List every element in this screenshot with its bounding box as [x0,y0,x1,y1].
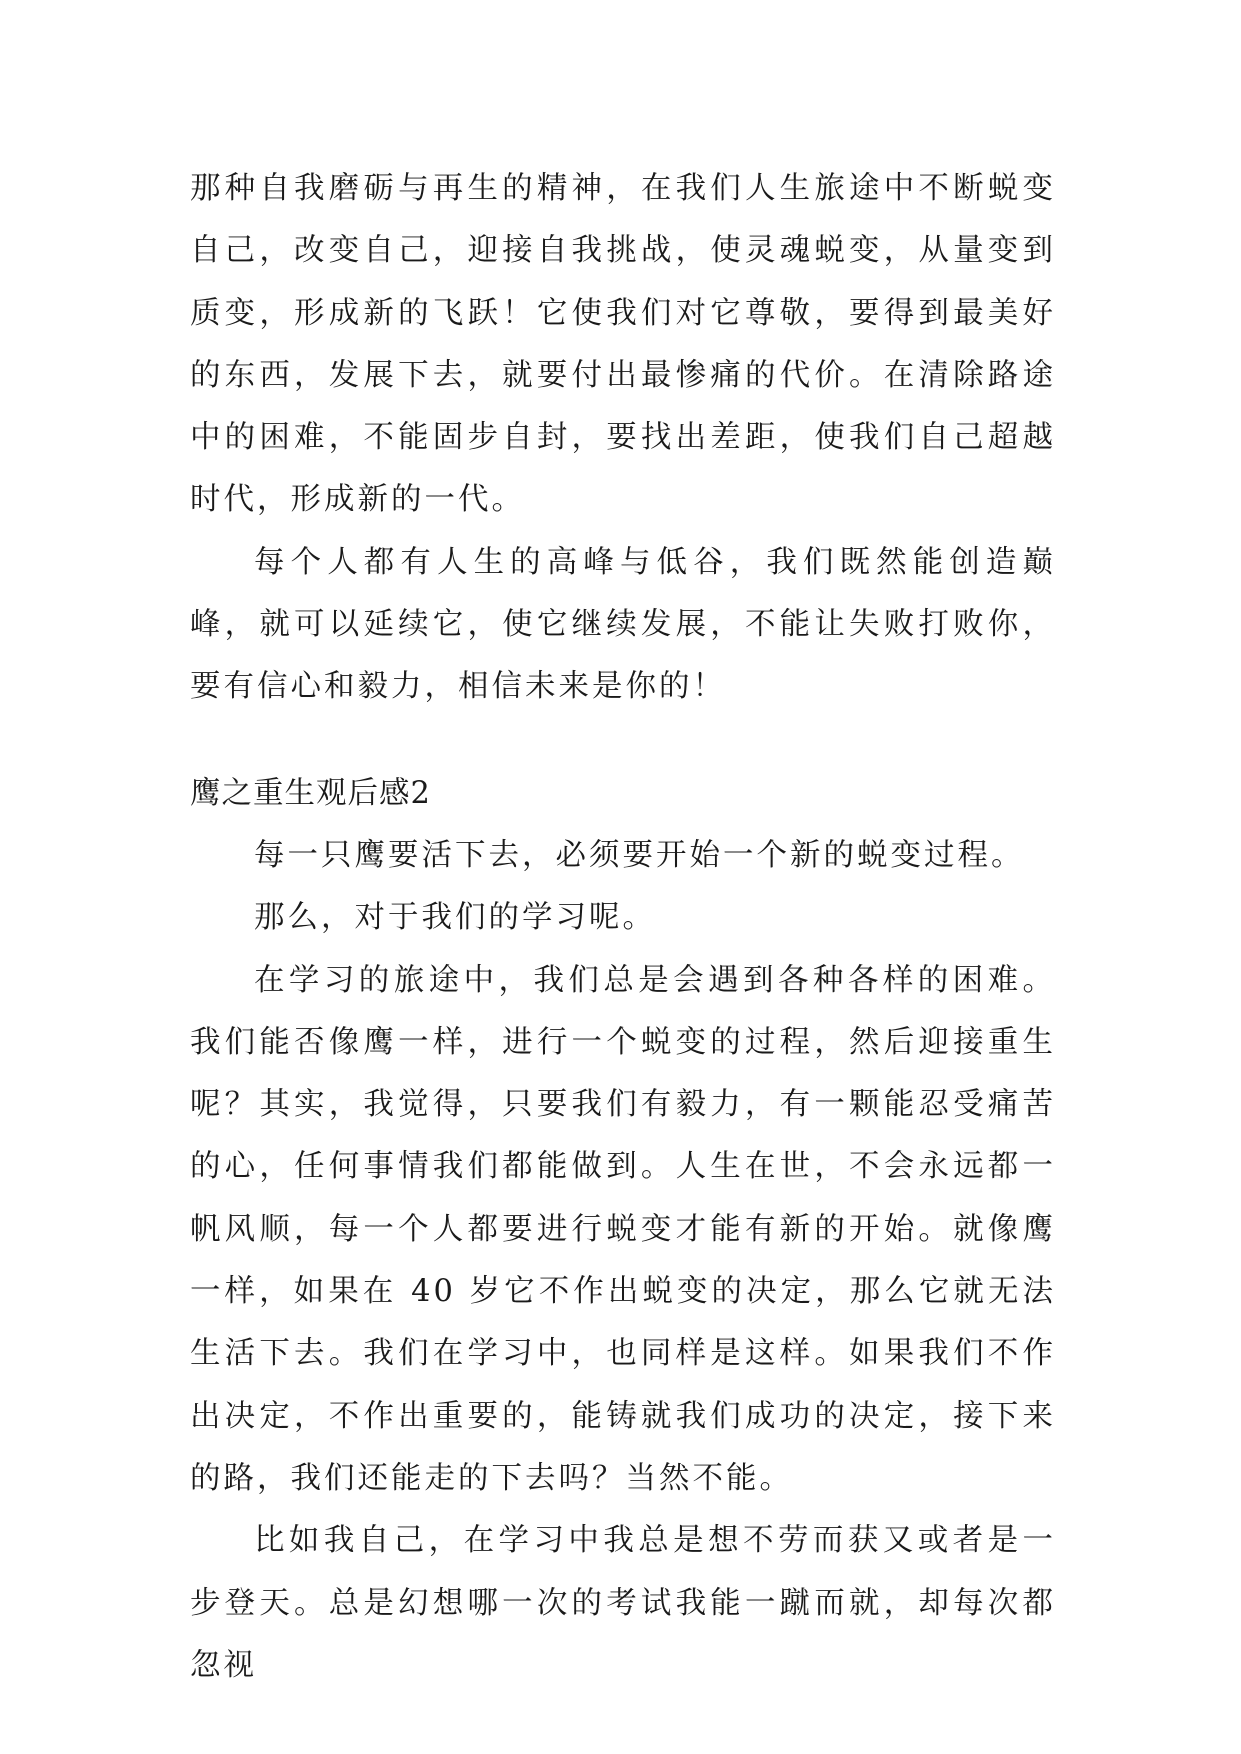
paragraph-peak-valley: 每个人都有人生的高峰与低谷，我们既然能创造巅峰，就可以延续它，使它继续发展，不能让失败打败你，要有信心和毅力，相信未来是你的！ [190,544,1056,705]
paragraph-study-journey: 在学习的旅途中，我们总是会遇到各种各样的困难。我们能否像鹰一样，进行一个蜕变的过程，然后迎接重生呢？其实，我觉得，只要我们有毅力，有一颗能忍受痛苦的心，任何事情我们都能做到。人生在世，不会永远都一帆风顺，每一个人都要进行蜕变才能有新的开始。就像鹰一样，如果在 40 岁它不作出蜕变的决定，那么它就无法生活下去。我们在学习中，也同样是这样。如果我们不作出决定，不作出重要的，能铸就我们成功的决定，接下来的路，我们还能走的下去吗？当然不能。 [190,962,1056,1496]
paragraph-myself: 比如我自己，在学习中我总是想不劳而获又或者是一步登天。总是幻想哪一次的考试我能一蹴而就，却每次都忽视 [190,1523,1056,1683]
paragraph-study-question: 那么，对于我们的学习呢。 [254,900,656,936]
paragraph-eagle-survive: 每一只鹰要活下去，必须要开始一个新的蜕变过程。 [254,837,1025,873]
section-heading: 鹰之重生观后感2 [190,775,431,811]
paragraph-continued: 那种自我磨砺与再生的精神，在我们人生旅途中不断蜕变自己，改变自己，迎接自我挑战，使灵魂蜕变，从量变到质变，形成新的飞跃！它使我们对它尊敬，要得到最美好的东西，发展下去，就要付出最惨痛的代价。在清除路途中的困难，不能固步自封，要找出差距，使我们自己超越时代，形成新的一代。 [190,171,1056,518]
document-body [190,158,1056,1697]
